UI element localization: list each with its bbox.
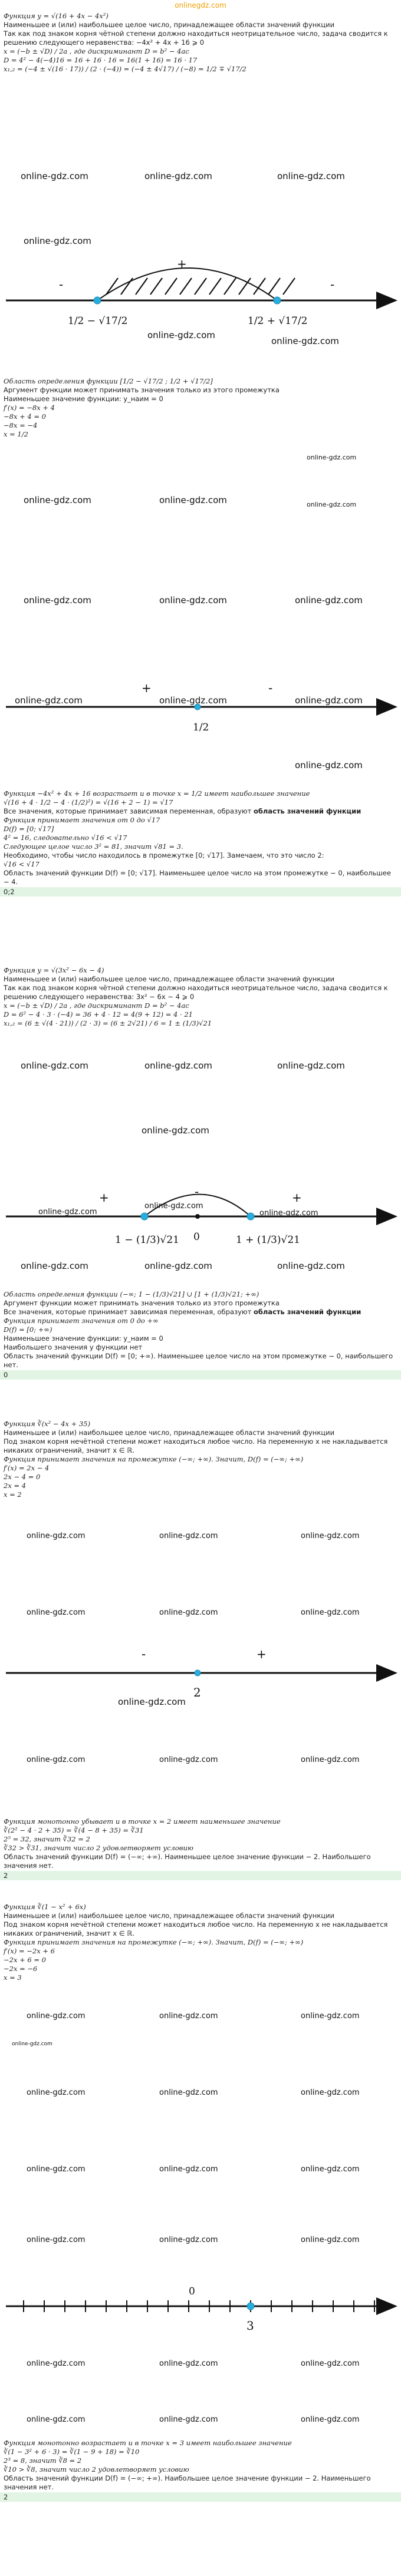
watermark: online-gdz.com: [27, 1532, 86, 1540]
watermark: online-gdz.com: [27, 2415, 86, 2424]
section-3-cont: [0, 1817, 401, 1881]
s1-domain: Область определения функции [1/2 − √17/2 ; 1/2 + √17/2]: [4, 377, 213, 385]
watermark: online-gdz.com: [307, 454, 357, 461]
watermark: online-gdz.com: [24, 495, 91, 505]
s2-no-max: Наибольшего значения у функции нет: [4, 1343, 143, 1351]
s3-conclusion: Область значений функции D(f) = (−∞; +∞). Наименьшее целое значение функции − 2. Наибольшего значения нет.: [4, 1853, 373, 1870]
s3-range-line: Функция принимает значения на промежутке (−∞; +∞). Значит, D(f) = (−∞; +∞): [4, 1455, 304, 1463]
s1-fig2-tick: 1/2: [193, 722, 209, 733]
s3-min-value: ∛(2² − 4 · 2 + 35) = ∛(4 − 8 + 35) = ∛31: [4, 1826, 144, 1834]
watermark: online-gdz.com: [21, 1060, 88, 1071]
watermark: online-gdz.com: [12, 2041, 52, 2047]
s1-fig2-plus: +: [142, 681, 152, 695]
s4-max-value: ∛(1 − 3² + 6 · 3) = ∛(1 − 9 + 18) = ∛10: [4, 2448, 140, 2456]
section-3: [0, 1420, 401, 1499]
s1-sign-left: -: [59, 277, 64, 292]
s2-sign-right: +: [292, 1191, 302, 1205]
section-2: [0, 966, 401, 1028]
s3-power: 2⁵ = 32, значит ∛32 = 2: [4, 1835, 90, 1843]
s3-task: Наименьшее и (или) наибольшее целое число, принадлежащее области значений функции: [4, 1428, 335, 1437]
watermark: online-gdz.com: [259, 1209, 318, 1218]
s4-range-line: Функция принимает значения на промежутке (−∞; +∞). Значит, D(f) = (−∞; +∞): [4, 1938, 304, 1946]
s1-arg: Аргумент функции может принимать значения только из этого промежутка: [4, 386, 280, 394]
watermark: online-gdz.com: [27, 1608, 86, 1617]
s1-explanation: Так как под знаком корня чётной степени должно находиться неотрицательное число, задача сводится к решению следующего неравенства: −4x² + 4x + 16 ⩾ 0: [4, 29, 390, 47]
s3-tick: 2: [193, 1685, 201, 1699]
watermark: online-gdz.com: [159, 1532, 218, 1540]
watermark: online-gdz.com: [301, 2012, 360, 2021]
s1-eq2: −8x = −4: [4, 421, 38, 429]
s4-tick-zero: 0: [189, 2286, 195, 2297]
s2-values: Функция принимает значения от 0 до +∞: [4, 1317, 159, 1325]
watermark: online-gdz.com: [159, 2415, 218, 2424]
s2-roots: x₁,₂ = (6 ± √(4 · 21)) / (2 · 3) = (6 ± 2√21) / 6 = 1 ± (1/3)√21: [4, 1019, 212, 1027]
s2-number-line-figure: [0, 1054, 401, 1284]
s1-number-line-figure: [0, 147, 401, 371]
s2-sign-left: +: [99, 1191, 109, 1205]
s1-roots: x₁,₂ = (−4 ± √(16 · 17)) / (2 · (−4)) = (−4 ± 4√17) / (−8) = 1/2 ∓ √17/2: [4, 65, 246, 73]
watermark: online-gdz.com: [159, 2088, 218, 2097]
s1-derivative: f′(x) = −8x + 4: [4, 404, 55, 412]
s3-number-line-figure: [0, 1520, 401, 1814]
header-brand[interactable]: onlinegdz.com: [175, 1, 226, 9]
s1-sign-middle: +: [177, 257, 187, 271]
s1-tick-right: 1/2 + √17/2: [248, 315, 308, 327]
s1-answer: 0;2: [0, 887, 401, 897]
watermark: online-gdz.com: [38, 1208, 97, 1216]
s3-sign-left: -: [142, 1647, 146, 1661]
s1-compare: 4² = 16, следовательно √16 < √17: [4, 834, 127, 842]
s2-discriminant: D = 6² − 4 · 3 · (−4) = 36 + 4 · 12 = 4(9 + 12) = 4 · 21: [4, 1010, 193, 1019]
s1-next-int: Следующее целое число 3² = 81, значит √81 = 3.: [4, 842, 183, 851]
watermark: online-gdz.com: [295, 595, 363, 606]
s2-tick-zero: 0: [193, 1231, 200, 1243]
s1-range: D(f) = [0; √17]: [4, 825, 54, 833]
s2-function: Функция y = √(3x² − 6x − 4): [4, 966, 104, 974]
s4-eq2: −2x = −6: [4, 1965, 38, 1973]
s3-answer: 2: [0, 1871, 401, 1880]
s4-task: Наименьшее и (или) наибольшее целое число, принадлежащее области значений функции: [4, 1912, 335, 1920]
s1-range-term: область значений функции: [253, 807, 361, 815]
s1-fig2-minus: -: [268, 681, 273, 695]
watermark: online-gdz.com: [144, 1261, 212, 1271]
s2-tick-right: 1 + (1/3)√21: [236, 1234, 300, 1246]
watermark: online-gdz.com: [301, 2165, 360, 2174]
watermark: online-gdz.com: [27, 2359, 86, 2368]
watermark: online-gdz.com: [301, 2236, 360, 2244]
s2-conclusion: Область значений функции D(f) = [0; +∞). Наименьшее целое число на этом промежутке − 0, наибольшего нет.: [4, 1352, 395, 1369]
s1-values: Функция принимает значения от 0 до √17: [4, 816, 160, 824]
s1-conclusion: Область значений функции D(f) = [0; √17]. Наименьшее целое число на этом промежутке − 0, наибольшее − 4.: [4, 869, 393, 886]
s1-increasing: Функция −4x² + 4x + 16 возрастает и в точке x = 1/2 имеет наибольшее значение: [4, 789, 310, 798]
s3-sign-right: +: [257, 1647, 267, 1661]
s1-tick-left: 1/2 − √17/2: [68, 315, 128, 327]
s4-function: Функция ∛(1 − x² + 6x): [4, 1903, 86, 1911]
watermark: online-gdz.com: [159, 1608, 218, 1617]
s2-root-formula: x = (−b ± √D) / 2a , где дискриминант D = b² − 4ac: [4, 1001, 189, 1010]
s1-range-text: Все значения, которые принимает зависимая переменная, образуют: [4, 807, 254, 815]
s4-explanation: Под знаком корня нечётной степени может находиться любое число. На переменную x не накладывается никаких ограничений, значит x ∈ ℝ.: [4, 1920, 390, 1937]
section-1: [0, 12, 401, 74]
s1-task: Наименьшее и (или) наибольшее целое число, принадлежащее области значений функции: [4, 21, 335, 29]
s3-eq2: 2x = 4: [4, 1482, 27, 1490]
s2-explanation: Так как под знаком корня чётной степени должно находиться неотрицательное число, задача сводится к решению следующего неравенства: 3x² − 6x − 4 ⩾ 0: [4, 984, 390, 1001]
section-4-cont: [0, 2439, 401, 2502]
watermark: online-gdz.com: [301, 2088, 360, 2097]
section-4: [0, 1903, 401, 1982]
s2-answer: 0: [0, 1370, 401, 1380]
watermark: online-gdz.com: [21, 171, 88, 181]
watermark: online-gdz.com: [277, 171, 345, 181]
s4-derivative: f′(x) = −2x + 6: [4, 1947, 55, 1955]
s2-min: Наименьшее значение функции: y_наим = 0: [4, 1334, 163, 1342]
watermark: online-gdz.com: [295, 760, 363, 771]
watermark: online-gdz.com: [271, 336, 339, 346]
site-header[interactable]: [0, 0, 401, 12]
watermark: online-gdz.com: [144, 171, 212, 181]
s4-increasing: Функция монотонно возрастает и в точке x = 3 имеет наибольшее значение: [4, 2439, 292, 2447]
s1-root-formula: x = (−b ± √D) / 2a , где дискриминант D = b² − 4ac: [4, 47, 189, 55]
watermark: online-gdz.com: [159, 2165, 218, 2174]
s1-eq1: −8x + 4 = 0: [4, 412, 46, 421]
s4-eq1: −2x + 6 = 0: [4, 1956, 46, 1964]
s4-conclusion: Область значений функции D(f) = (−∞; +∞). Наибольшее целое значение функции − 2. Наименьшего значения нет.: [4, 2474, 373, 2491]
watermark: online-gdz.com: [277, 1060, 345, 1071]
watermark: online-gdz.com: [159, 695, 227, 706]
s3-compare: ∛32 > ∛31, значит число 2 удовлетворяет условию: [4, 1844, 194, 1852]
watermark: online-gdz.com: [27, 2012, 86, 2021]
s4-answer: 2: [0, 2492, 401, 2502]
watermark: online-gdz.com: [301, 2359, 360, 2368]
s3-decreasing: Функция монотонно убывает и в точке x = 2 имеет наименьшее значение: [4, 1817, 281, 1826]
s4-eq3: x = 3: [4, 1973, 22, 1982]
s3-eq3: x = 2: [4, 1490, 22, 1499]
watermark: online-gdz.com: [301, 2415, 360, 2424]
s3-eq1: 2x − 4 = 0: [4, 1473, 41, 1481]
watermark: online-gdz.com: [27, 2236, 86, 2244]
s1-interval-note: Необходимо, чтобы число находилось в промежутке [0; √17]. Замечаем, что это число 2:: [4, 851, 324, 859]
watermark: online-gdz.com: [118, 1697, 186, 1707]
s4-tick-three: 3: [246, 2319, 254, 2333]
watermark: online-gdz.com: [159, 1755, 218, 1764]
watermark: online-gdz.com: [159, 2236, 218, 2244]
watermark: online-gdz.com: [307, 501, 357, 508]
watermark: online-gdz.com: [27, 2165, 86, 2174]
s4-power: 2³ = 8, значит ∛8 = 2: [4, 2456, 82, 2465]
watermark: online-gdz.com: [24, 595, 91, 606]
watermark: online-gdz.com: [144, 1060, 212, 1071]
s4-number-line-figure: [0, 2000, 401, 2436]
watermark: online-gdz.com: [159, 595, 227, 606]
section-1-cont: [0, 377, 401, 439]
watermark: online-gdz.com: [24, 236, 91, 246]
watermark: online-gdz.com: [159, 2359, 218, 2368]
watermark: online-gdz.com: [277, 1261, 345, 1271]
watermark: online-gdz.com: [301, 1755, 360, 1764]
s3-explanation: Под знаком корня нечётной степени может находиться любое число. На переменную x не накладывается никаких ограничений, значит x ∈ ℝ.: [4, 1437, 390, 1454]
watermark: online-gdz.com: [27, 1755, 86, 1764]
watermark: online-gdz.com: [295, 695, 363, 706]
section-2-cont: [0, 1290, 401, 1380]
watermark: online-gdz.com: [15, 695, 83, 706]
watermark: online-gdz.com: [301, 1608, 360, 1617]
s1-max-value: √(16 + 4 · 1/2 − 4 · (1/2)²) = √(16 + 2 − 1) = √17: [4, 798, 173, 806]
s1-sign-right: -: [330, 277, 335, 292]
watermark: online-gdz.com: [21, 1261, 88, 1271]
s1-function: Функция y = √(16 + 4x − 4x²): [4, 12, 109, 20]
s1-compare2: √16 < √17: [4, 860, 40, 868]
s1-eq3: x = 1/2: [4, 430, 28, 438]
s2-range-text: Все значения, которые принимает зависимая переменная, образуют: [4, 1308, 254, 1316]
watermark: online-gdz.com: [159, 2012, 218, 2021]
s3-derivative: f′(x) = 2x − 4: [4, 1464, 50, 1472]
s2-domain: Область определения функции (−∞; 1 − (1/3)√21] ∪ [1 + (1/3)√21; +∞): [4, 1290, 259, 1298]
s2-sign-middle: -: [195, 1185, 199, 1199]
s1-derivative-figure: [0, 454, 401, 783]
watermark: online-gdz.com: [147, 330, 215, 340]
s1-min: Наименьшее значение функции: y_наим = 0: [4, 395, 163, 403]
s4-compare: ∛10 > ∛8, значит число 2 удовлетворяет условию: [4, 2465, 189, 2474]
s2-tick-left: 1 − (1/3)√21: [115, 1234, 179, 1246]
s2-range-term: область значений функции: [253, 1308, 361, 1316]
s2-task: Наименьшее и (или) наибольшее целое число, принадлежащее области значений функции: [4, 975, 335, 983]
s2-range: D(f) = [0; +∞): [4, 1325, 52, 1334]
watermark: online-gdz.com: [27, 2088, 86, 2097]
watermark: online-gdz.com: [142, 1125, 209, 1136]
watermark: online-gdz.com: [144, 1202, 203, 1211]
s3-function: Функция ∛(x² − 4x + 35): [4, 1420, 91, 1428]
section-1-end: [0, 789, 401, 897]
watermark: online-gdz.com: [159, 495, 227, 505]
s2-arg: Аргумент функции может принимать значения только из этого промежутка: [4, 1299, 280, 1307]
s1-discriminant: D = 4² − 4(−4)16 = 16 + 16 · 16 = 16(1 + 16) = 16 · 17: [4, 56, 198, 64]
watermark: online-gdz.com: [301, 1532, 360, 1540]
